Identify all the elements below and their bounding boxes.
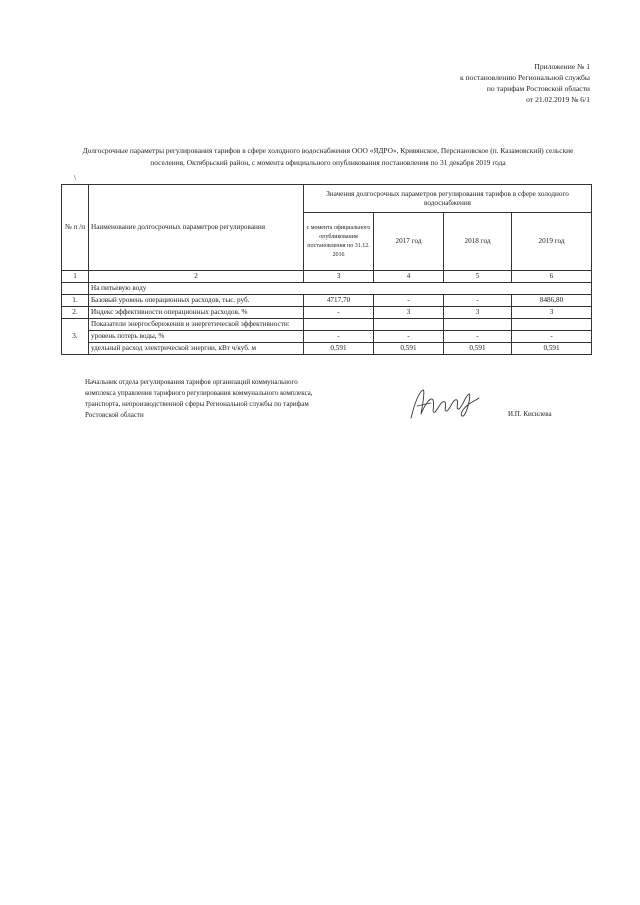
signer-name: И.П. Кисилева [508, 410, 552, 418]
table-row [62, 307, 592, 319]
row-value: 8486,80 [512, 295, 592, 307]
index-cell: 4 [374, 271, 444, 283]
index-cell: 1 [62, 271, 89, 283]
appendix-header [460, 61, 590, 105]
footer-line-4: Ростовской области [85, 411, 144, 419]
handwritten-signature [405, 384, 485, 426]
row-num: 2. [62, 307, 89, 319]
row-value: - [444, 331, 512, 343]
section-row [62, 283, 592, 295]
header-col-period: с момента официального опубликования постановления по 31.12. 2016 [304, 213, 374, 271]
table-row [62, 331, 592, 343]
row-value: 3 [512, 307, 592, 319]
row-num: 1. [62, 295, 89, 307]
header-col-2019: 2019 год [512, 213, 592, 271]
index-cell: 6 [512, 271, 592, 283]
header-num: № п /п [62, 185, 89, 271]
appendix-line-1: Приложение № 1 [534, 62, 590, 71]
row-value: - [304, 307, 374, 319]
document-title: Долгосрочные параметры регулирования тарифов в сфере холодного водоснабжения ООО «ЯДРО», Кривянское, Персиановское (п. Казамовский) сельские поселения, Октябрьский район, с момента официального опубликования постановления по 31 декабря 2019 года [82, 146, 574, 167]
signatory-position [85, 377, 385, 421]
row-value: - [374, 331, 444, 343]
row-value: 0,591 [512, 343, 592, 355]
row-num: 3. [62, 319, 89, 355]
row-name: удельный расход электрической энергии, кВт ч/куб. м [89, 343, 304, 355]
row-value: 0,591 [374, 343, 444, 355]
row-value: - [304, 331, 374, 343]
row-value: 3 [444, 307, 512, 319]
header-values-group: Значения долгосрочных параметров регулирования тарифов в сфере холодного водоснабжения [304, 185, 592, 213]
row-value: 0,591 [444, 343, 512, 355]
table-row [62, 319, 592, 331]
index-row [62, 271, 592, 283]
index-cell: 3 [304, 271, 374, 283]
index-cell: 5 [444, 271, 512, 283]
appendix-line-3: по тарифам Ростовской области [486, 84, 590, 93]
table-row [62, 295, 592, 307]
appendix-line-2: к постановлению Региональной службы [459, 73, 590, 82]
row-value: - [444, 295, 512, 307]
header-col-2018: 2018 год [444, 213, 512, 271]
header-name: Наименование долгосрочных параметров регулирования [89, 185, 304, 271]
footer-line-2: комплекса управления тарифного регулирования коммунального комплекса, [85, 389, 313, 397]
footer-line-3: транспорта, непроизводственной сферы Региональной службы по тарифам [85, 400, 309, 408]
row-name: Базовый уровень операционных расходов, тыс. руб. [89, 295, 304, 307]
row-value: 0,591 [304, 343, 374, 355]
appendix-line-4: от 21.02.2019 № 6/1 [526, 95, 590, 104]
table-row [62, 343, 592, 355]
header-col-2017: 2017 год [374, 213, 444, 271]
row-value: 3 [374, 307, 444, 319]
row-name: Показатели энергосбережения и энергетической эффективности: [89, 319, 304, 331]
row-value: 4717,70 [304, 295, 374, 307]
row-name: уровень потерь воды, % [89, 331, 304, 343]
row-value: - [512, 331, 592, 343]
stray-mark: \ [74, 174, 76, 182]
row-name: Индекс эффективности операционных расходов, % [89, 307, 304, 319]
parameters-table [61, 184, 592, 355]
section-drinking-water: На питьевую воду [89, 283, 592, 295]
row-value: - [374, 295, 444, 307]
index-cell: 2 [89, 271, 304, 283]
footer-line-1: Начальник отдела регулирования тарифов организаций коммунального [85, 378, 298, 386]
